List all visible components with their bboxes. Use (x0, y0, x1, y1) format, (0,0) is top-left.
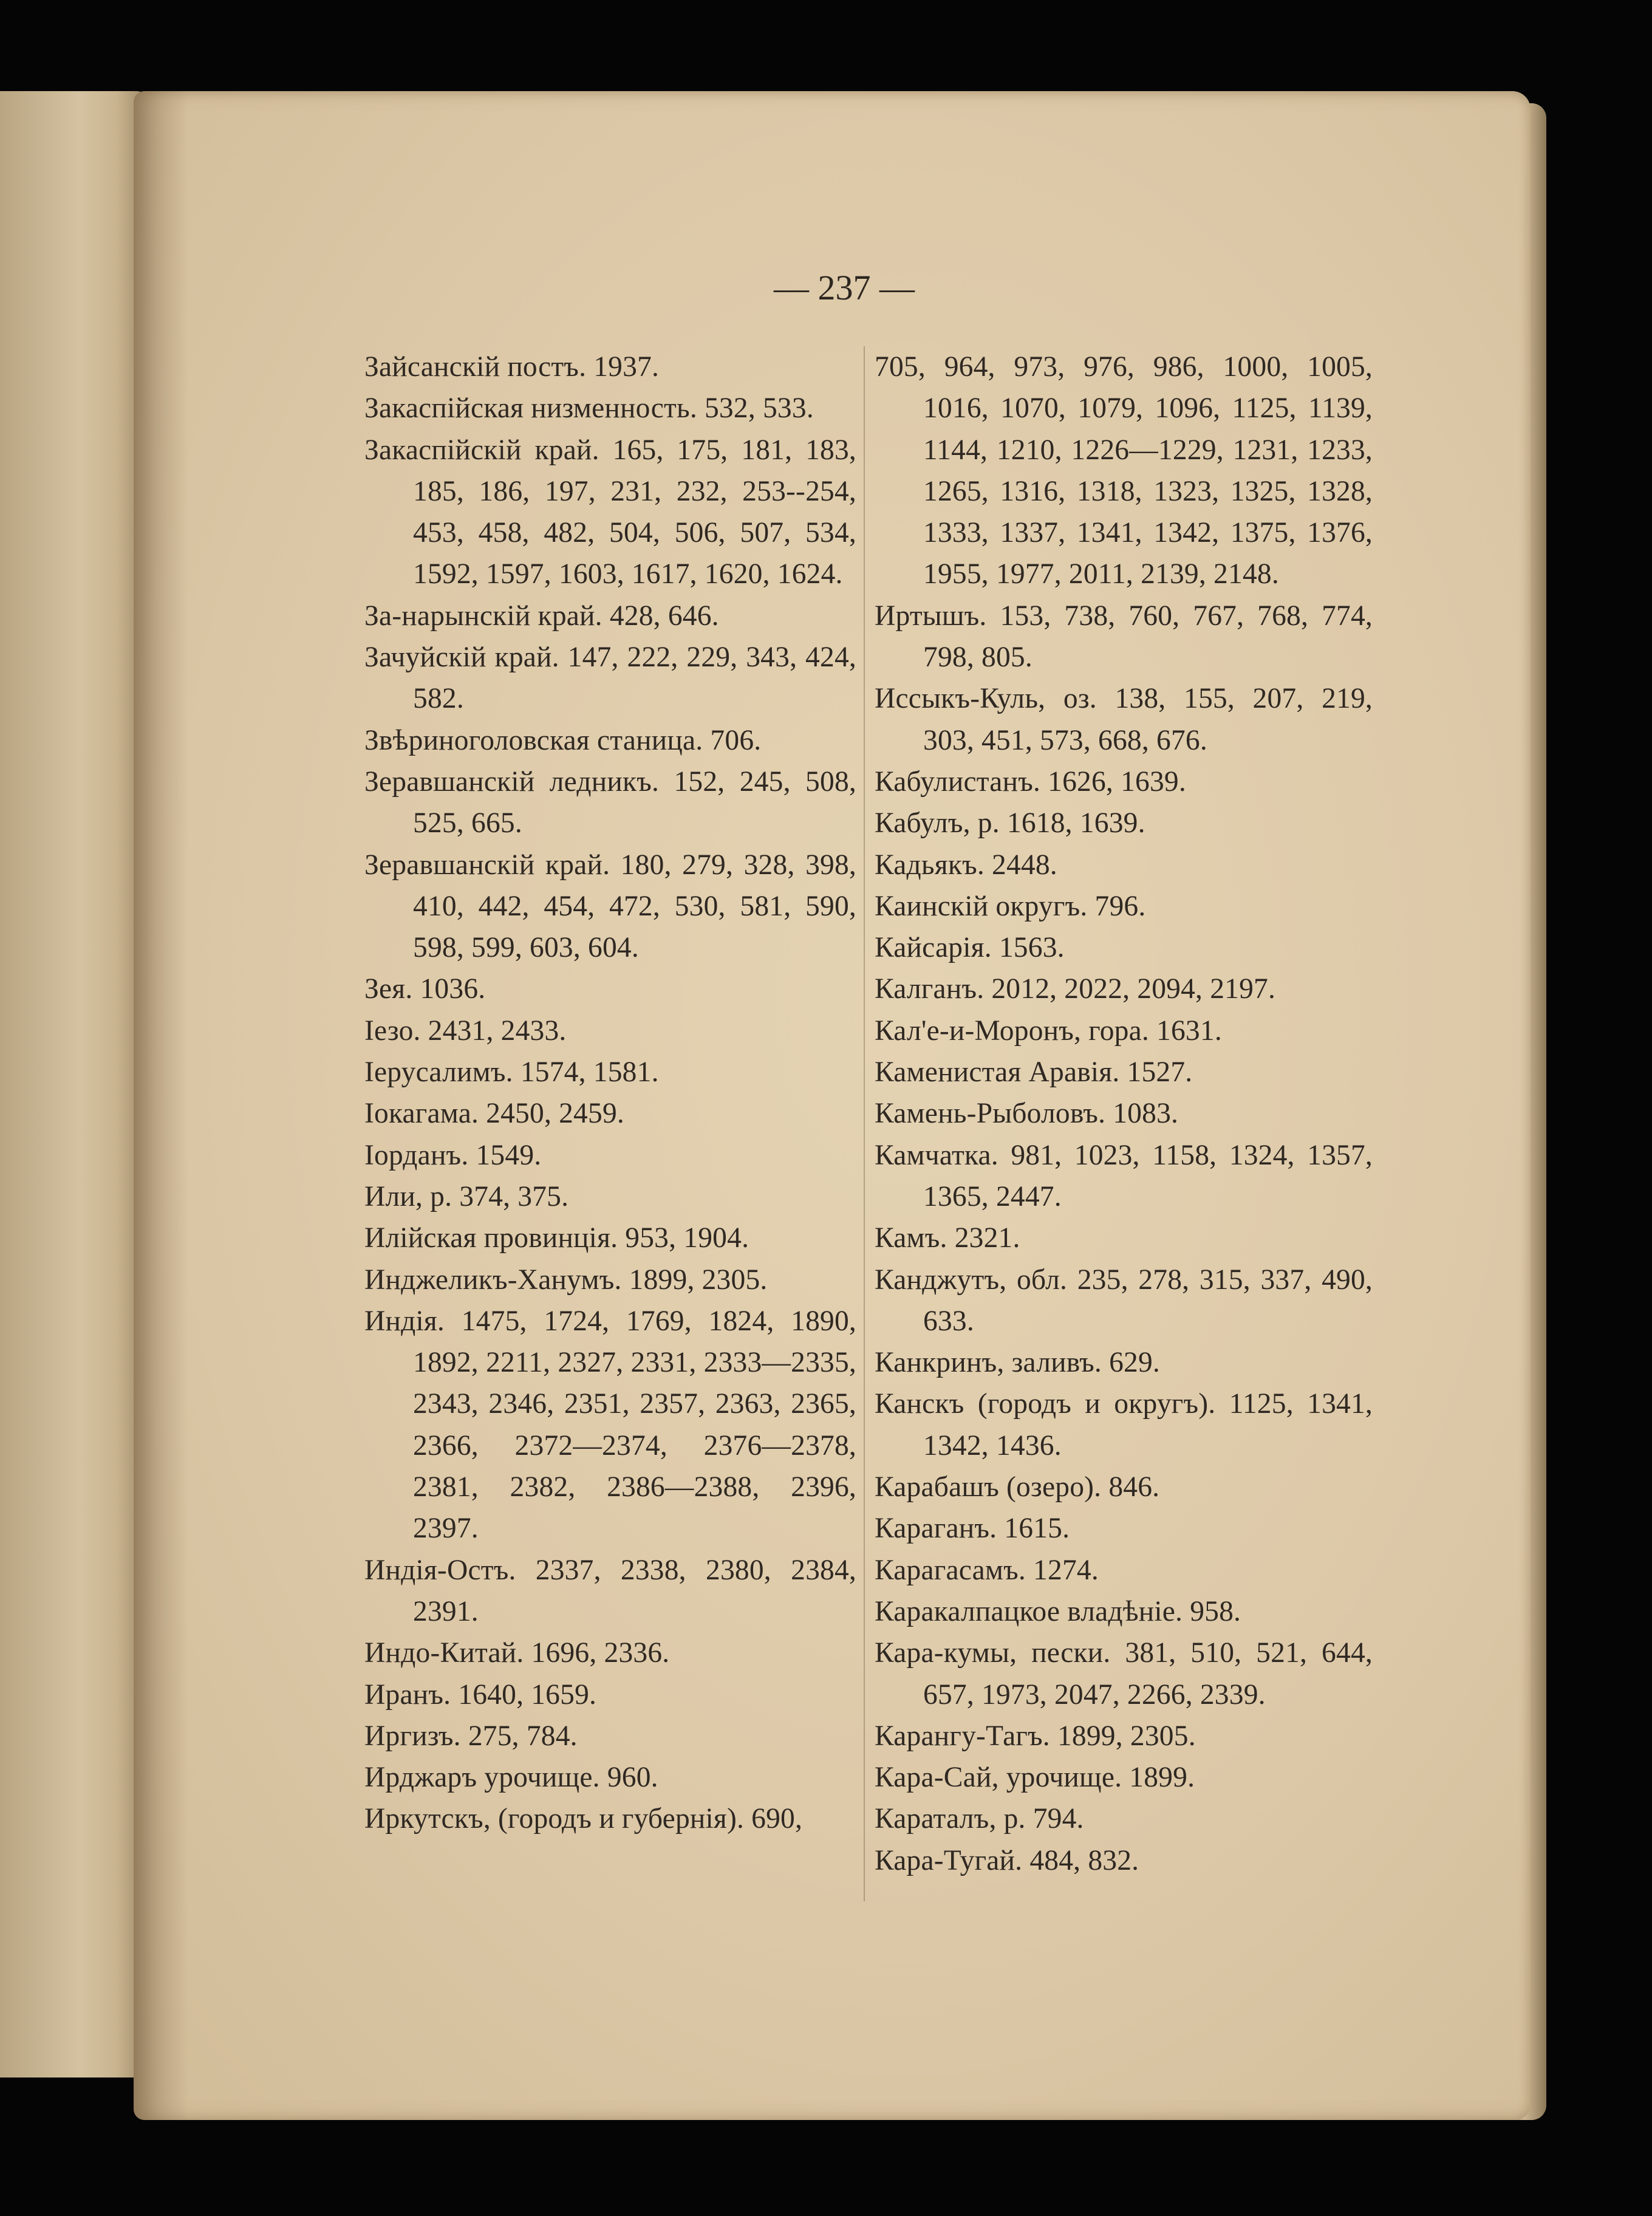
index-entry: Зайсанскій постъ. 1937. (364, 351, 660, 383)
index-entry: Звѣриноголовская станица. 706. (364, 724, 762, 756)
index-entry: Камчатка. 981, 1023, 1158, 1324, 1357, 1365, 2447. (875, 1139, 1373, 1212)
index-entry: Канджутъ, обл. 235, 278, 315, 337, 490, 633. (875, 1264, 1373, 1337)
index-entry: Карангу-Тагъ. 1899, 2305. (875, 1720, 1196, 1752)
index-entry: Зея. 1036. (364, 973, 486, 1005)
index-entry: Зачуйскій край. 147, 222, 229, 343, 424, 582. (364, 641, 856, 715)
index-entry: За-нарынскій край. 428, 646. (364, 600, 719, 632)
index-entry: Кабулъ, р. 1618, 1639. (875, 807, 1145, 840)
index-entry: Иркутскъ, (городъ и губернія). 690, (364, 1803, 803, 1835)
index-entry: Индія-Остъ. 2337, 2338, 2380, 2384, 2391. (364, 1554, 856, 1627)
index-entry: Иргизъ. 275, 784. (364, 1720, 578, 1752)
index-entry: Индо-Китай. 1696, 2336. (364, 1637, 670, 1669)
index-entry: Зеравшанскій край. 180, 279, 328, 398, 410, 442, 454, 472, 530, 581, 590, 598, 599, 603, 604. (364, 849, 856, 964)
index-entry: Канкринъ, заливъ. 629. (875, 1347, 1161, 1379)
index-entry: Закаспійскій край. 165, 175, 181, 183, 185, 186, 197, 231, 232, 253--254, 453, 458, 482, 504, 506, 507, 534, 1592, 1597, 1603, 1617, 1620, 1624. (364, 434, 856, 590)
index-entry: Караталъ, р. 794. (875, 1803, 1084, 1835)
index-entry: Кабулистанъ. 1626, 1639. (875, 765, 1186, 798)
index-entry: Закаспійская низменность. 532, 533. (364, 392, 814, 425)
index-entry: Иранъ. 1640, 1659. (364, 1678, 597, 1711)
index-entry: Калганъ. 2012, 2022, 2094, 2197. (875, 973, 1276, 1005)
index-entry: Каракалпацкое владѣніе. 958. (875, 1595, 1241, 1627)
index-entry: Каменистая Аравія. 1527. (875, 1056, 1193, 1089)
index-entry: Кара-Тугай. 484, 832. (875, 1844, 1139, 1876)
index-entry: Караганъ. 1615. (875, 1513, 1070, 1545)
index-entry: Кара-Сай, урочище. 1899. (875, 1762, 1195, 1794)
index-column-right (875, 346, 1373, 1881)
index-entry: Зеравшанскій ледникъ. 152, 245, 508, 525, 665. (364, 765, 856, 840)
index-entry: Карабашъ (озеро). 846. (875, 1471, 1160, 1503)
index-column-left (364, 346, 856, 1840)
index-entry: Іокагама. 2450, 2459. (364, 1098, 624, 1130)
index-entry: 705, 964, 973, 976, 986, 1000, 1005, 1016, 1070, 1079, 1096, 1125, 1139, 1144, 1210, 1226—1229, 1231, 1233, 1265, 1316, 1318, 1323, 1325, 1328, 1333, 1337, 1341, 1342, 1375, 1376, 1955, 1977, 2011, 2139, 2148. (875, 351, 1373, 590)
index-entry: Кара-кумы, пески. 381, 510, 521, 644, 657, 1973, 2047, 2266, 2339. (875, 1637, 1373, 1711)
index-entry: Камень-Рыболовъ. 1083. (875, 1098, 1179, 1130)
index-entry: Иртышъ. 153, 738, 760, 767, 768, 774, 798, 805. (875, 600, 1373, 674)
index-entry: Іезо. 2431, 2433. (364, 1014, 567, 1047)
index-entry: Иссыкъ-Куль, оз. 138, 155, 207, 219, 303, 451, 573, 668, 676. (875, 683, 1373, 756)
index-entry: Индія. 1475, 1724, 1769, 1824, 1890, 1892, 2211, 2327, 2331, 2333—2335, 2343, 2346, 2351, 2357, 2363, 2365, 2366, 2372—2374, 2376—2378, 2381, 2382, 2386—2388, 2396, 2397. (364, 1305, 856, 1545)
index-entry: Іорданъ. 1549. (364, 1139, 542, 1171)
column-divider (864, 346, 865, 1901)
index-entry: Карагасамъ. 1274. (875, 1554, 1099, 1586)
previous-page-edge (0, 91, 146, 2078)
page-number: — 237 — (774, 268, 915, 307)
index-entry: Ирджаръ урочище. 960. (364, 1762, 658, 1794)
index-entry: Инджеликъ-Ханумъ. 1899, 2305. (364, 1264, 768, 1296)
gutter-shadow (134, 91, 188, 2120)
index-entry: Канскъ (городъ и округъ). 1125, 1341, 1342, 1436. (875, 1388, 1373, 1462)
index-entry: Или, р. 374, 375. (364, 1180, 569, 1212)
index-entry: Кал'е-и-Моронъ, гора. 1631. (875, 1014, 1222, 1047)
index-entry: Камъ. 2321. (875, 1222, 1020, 1254)
index-entry: Кайсарія. 1563. (875, 932, 1065, 964)
index-entry: Илійская провинція. 953, 1904. (364, 1222, 749, 1254)
index-entry: Кадьякъ. 2448. (875, 849, 1057, 881)
index-entry: Іерусалимъ. 1574, 1581. (364, 1056, 659, 1089)
index-entry: Каинскій округъ. 796. (875, 890, 1146, 922)
